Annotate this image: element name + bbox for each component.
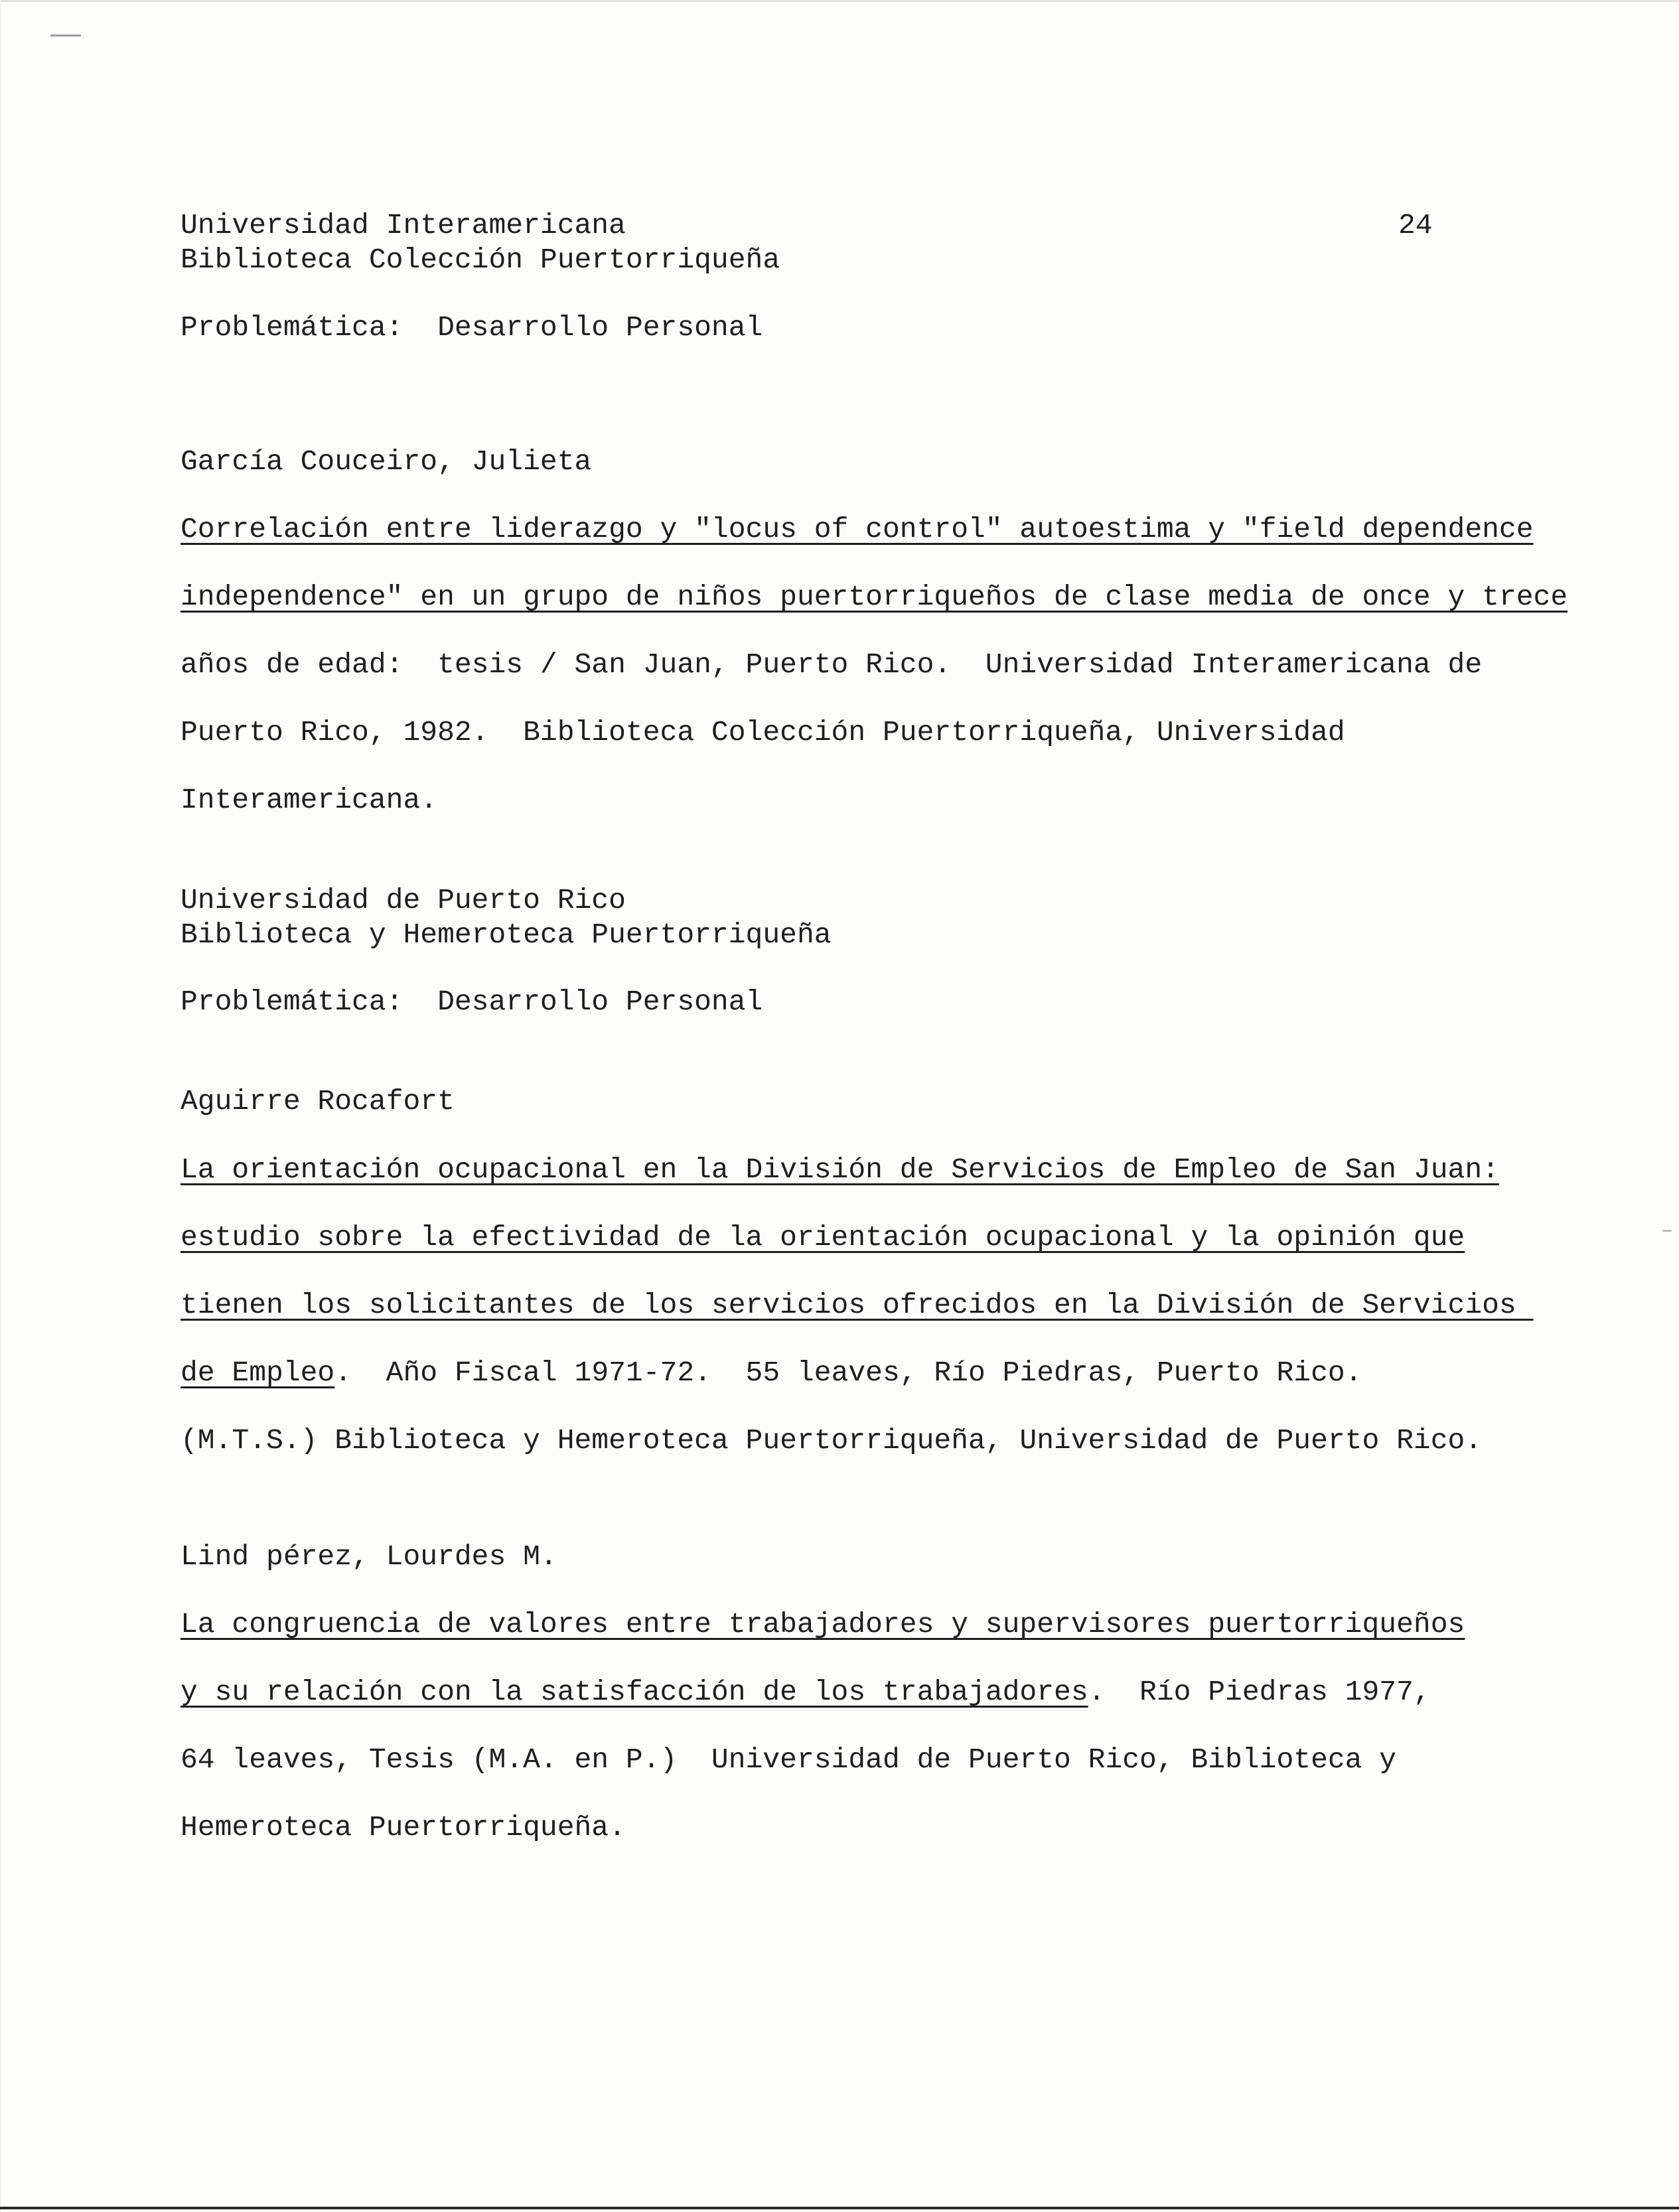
entry-detail-line: Puerto Rico, 1982. Biblioteca Colección Puertorriqueña, Universidad	[181, 716, 1345, 749]
entry-title-tail: . Río Piedras 1977,	[1088, 1676, 1431, 1708]
entry-title-end-line	[181, 1356, 1362, 1390]
scan-edge-top	[0, 0, 1679, 2]
entry-title-line: independence" en un grupo de niños puertorriqueños de clase media de once y trece	[181, 581, 1568, 613]
entry-detail-line: 64 leaves, Tesis (M.A. en P.) Universidad de Puerto Rico, Biblioteca y	[181, 1743, 1397, 1776]
scan-mark	[50, 35, 81, 37]
problematica-line: Problemática: Desarrollo Personal	[181, 986, 763, 1018]
entry-title-line: estudio sobre la efectividad de la orientación ocupacional y la opinión que	[181, 1221, 1465, 1254]
entry-detail-line: Hemeroteca Puertorriqueña.	[181, 1811, 626, 1844]
entry-title-end-line	[181, 1675, 1431, 1710]
library-heading: Biblioteca Colección Puertorriqueña	[181, 244, 780, 276]
problematica-line: Problemática: Desarrollo Personal	[181, 311, 763, 344]
entry-author: Aguirre Rocafort	[181, 1085, 455, 1118]
entry-title-line: La congruencia de valores entre trabajadores y supervisores puertorriqueños	[181, 1608, 1465, 1641]
entry-title-line: tienen los solicitantes de los servicios ofrecidos en la División de Servicios	[181, 1289, 1534, 1321]
entry-detail-line: (M.T.S.) Biblioteca y Hemeroteca Puertorriqueña, Universidad de Puerto Rico.	[181, 1424, 1483, 1457]
library-heading: Biblioteca y Hemeroteca Puertorriqueña	[181, 919, 832, 951]
scan-edge-bottom	[0, 2207, 1679, 2209]
margin-tick	[1662, 1230, 1672, 1232]
entry-detail-line: años de edad: tesis / San Juan, Puerto Rico. Universidad Interamericana de	[181, 648, 1483, 681]
institution-heading: Universidad de Puerto Rico	[181, 884, 626, 917]
scan-edge-left	[0, 0, 1, 2212]
entry-title-line: La orientación ocupacional en la División de Servicios de Empleo de San Juan:	[181, 1153, 1499, 1186]
institution-heading: Universidad Interamericana	[181, 209, 626, 242]
page-number: 24	[1398, 209, 1433, 242]
entry-author: García Couceiro, Julieta	[181, 445, 592, 478]
entry-title-line: Correlación entre liderazgo y "locus of control" autoestima y "field dependence	[181, 513, 1534, 546]
entry-title-end: y su relación con la satisfacción de los trabajadores	[181, 1676, 1088, 1708]
entry-title-end: de Empleo	[181, 1357, 335, 1389]
entry-detail-line: Interamericana.	[181, 784, 438, 816]
entry-title-tail: . Año Fiscal 1971-72. 55 leaves, Río Piedras, Puerto Rico.	[334, 1357, 1362, 1389]
entry-author: Lind pérez, Lourdes M.	[181, 1540, 557, 1573]
